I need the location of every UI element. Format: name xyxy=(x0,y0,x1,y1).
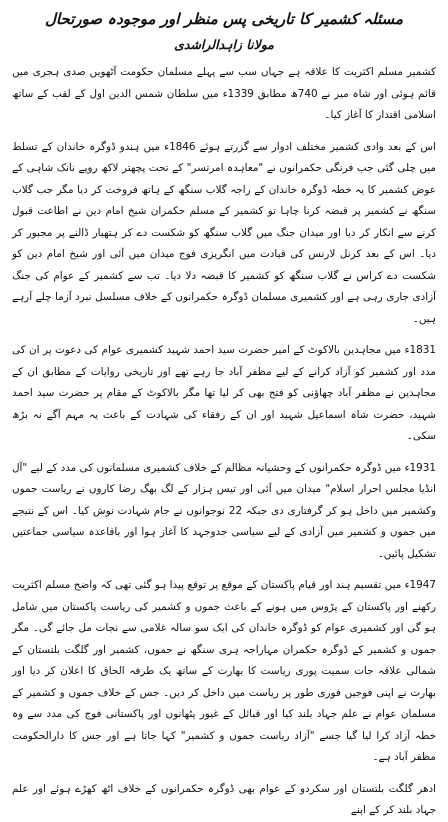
article-title: مسئلہ کشمیر کا تاریخی پس منظر اور موجودہ صورتحال xyxy=(45,10,403,28)
article-paragraph: 1831ء میں مجاہدین بالاکوٹ کے امیر حضرت سید احمد شہید کشمیری عوام کی دعوت پر ان کی مدد اور کشمیر کو آزاد کرانے کے لیے مظفر آباد جا رہے تھے اور تاریخی روایات کے مطابق ان کے مجاہدین نے مظفر آباد چھاؤنی کو فتح بھی کر لیا تھا مگر بالاکوٹ کے مقام پر حضرت سید احمد شہید، حضرت شاہ اسماعیل شہید اور ان کے رفقاء کی شہادت کے باعث یہ مہم آگے نہ بڑھ سکی۔ xyxy=(12,344,436,442)
article-paragraph: اس کے بعد وادی کشمیر مختلف ادوار سے گزرتے ہوئے 1846ء میں ہندو ڈوگرہ خاندان کے تسلط میں چلی گئی جب فرنگی حکمرانوں نے "معاہدہ امرتسر" کے تحت پچھتر لاکھ روپے نانک شاہی کے عوض کشمیر کا یہ خطہ ڈوگرہ خاندان کے راجہ گلاب سنگھ کے ہاتھ فروخت کر دیا مگر جب گلاب سنگھ نے کشمیر پر قبضہ کرنا چاہا تو کشمیر کے مسلم حکمران شیخ امام دین نے اطاعت قبول کرنے سے انکار کر دیا اور میدان جنگ میں گلاب سنگھ کو شکست دے کر ہتھیار ڈالنے پر مجبور کر دیا۔ اس کے بعد کرنل لارنس کی قیادت میں انگریزی فوج میدان میں آئی اور شیخ امام دین کو شکست دے کراس نے گلاب سنگھ کو کشمیر کا قبضہ دلا دیا۔ تب سے کشمیر کے عوام کی جنگ آزادی جاری رہی ہے اور کشمیری مسلمان ڈوگرہ حکمرانوں کے خلاف مسلسل نبرد آزما چلے آرہے ہیں۔ xyxy=(12,140,437,325)
article-paragraph: 1931ء میں ڈوگرہ حکمرانوں کے وحشیانہ مظالم کے خلاف کشمیری مسلمانوں کی مدد کے لیے "آل انڈیا مجلس احرار اسلام" میدان میں آئی اور تیس ہزار کے لگ بھگ رضا کاروں نے ریاست جموں وکشمیر میں داخل ہو کر گرفتاری دی جبکہ 22 نوجوانوں نے جام شہادت نوش کیا۔ اس کے نتیجے میں جموں و کشمیر میں آزادی کے لیے سیاسی جدوجہد کا آغاز ہوا اور باقاعدہ سیاسی جماعتیں تشکیل پائیں۔ xyxy=(12,461,436,560)
article-paragraph: ادھر گلگت بلتستان اور سکردو کے عوام بھی ڈوگرہ حکمرانوں کے خلاف اٹھ کھڑے ہوئے اور علم جہاد بلند کر کے اپنے xyxy=(12,782,436,816)
article-author: مولانا زاہدالراشدی xyxy=(174,37,274,52)
article-paragraph: کشمیر مسلم اکثریت کا علاقہ ہے جہاں سب سے پہلے مسلمان حکومت آٹھویں صدی ہجری میں قائم ہوئی اور شاہ میر نے 740ھ مطابق 1339ء میں سلطان شمس الدین اول کے لقب کے ساتھ اسلامی اقتدار کا آغاز کیا۔ xyxy=(12,66,436,121)
article-paragraph: 1947ء میں تقسیم ہند اور قیام پاکستان کے موقع پر توقع پیدا ہو گئی تھی کہ واضح مسلم اکثریت رکھنے اور پاکستان کے پڑوس میں ہونے کے باعث جموں و کشمیر کی ریاست پاکستان میں شامل ہو گی اور کشمیری عوام کو ڈوگرہ خاندان کی ایک سو سالہ غلامی سے نجات مل جائے گی۔ مگر جموں و کشمیر کے ڈوگرہ حکمران مہاراجہ ہری سنگھ نے جموں، کشمیر اور گلگت بلتستان کے شمالی علاقہ جات سمیت پوری ریاست کا بھارت کے ساتھ یک طرفہ الحاق کا اعلان کر دیا اور بھارت نے اپنی فوجیں فوری طور پر ریاست میں داخل کر دیں۔ جس کے خلاف جموں و کشمیر کے مسلمان عوام نے علم جہاد بلند کیا اور قبائل کے غیور پٹھانوں اور پاکستانی فوج کی مدد سے وہ خطہ آزاد کرا لیا گیا جسے "آزاد ریاست جموں و کشمیر" کہا جاتا ہے اور جس کا دارالحکومت مظفر آباد ہے۔ xyxy=(12,579,436,763)
